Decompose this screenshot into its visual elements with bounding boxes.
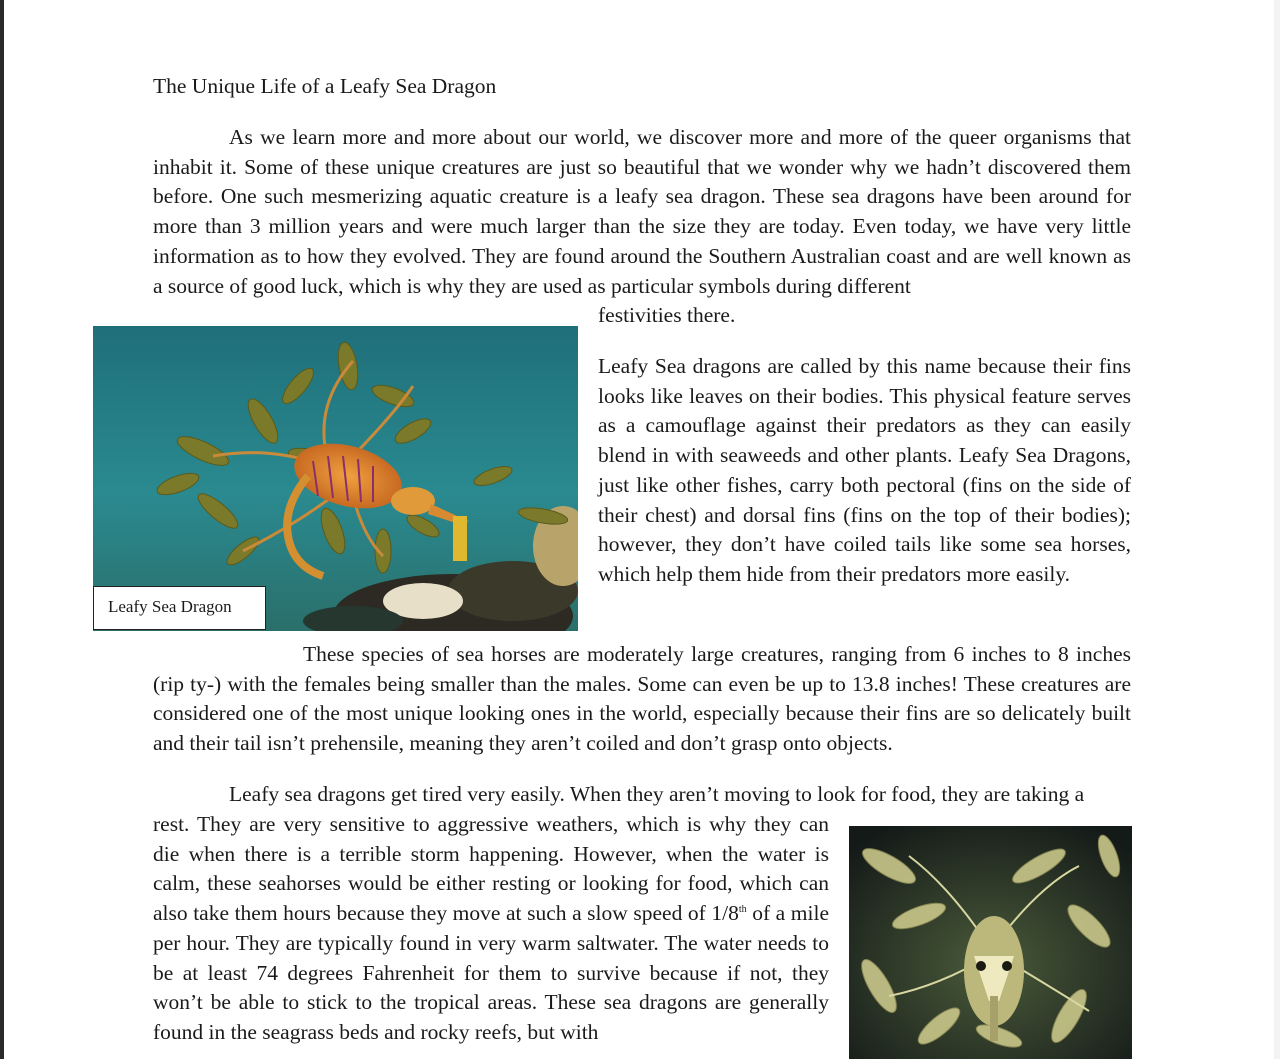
paragraph-intro-end: festivities there. <box>598 303 736 327</box>
paragraph-behavior-part2: of a mile per hour. They are typically found in very warm saltwater. The water needs to be at least 74 degrees Fahrenheit for them to survive because if not, they won’t be able to stick to the tropical areas. These sea dragons are generally found in the seagrass beds and rocky reefs, but with <box>153 901 829 1044</box>
leafy-sea-dragon-closeup-photo <box>849 826 1132 1059</box>
window-left-edge <box>0 0 4 1059</box>
paragraph-behavior-part1: rest. They are very sensitive to aggressive weathers, which is why they can die when there is a terrible storm happening. However, when the water is calm, these seahorses would be either resting or looking for food, which can also take them hours because they move at such a slow speed of 1/8 <box>153 812 829 926</box>
document-title: The Unique Life of a Leafy Sea Dragon <box>153 74 497 98</box>
window-right-edge <box>1274 0 1280 1059</box>
ordinal-superscript: th <box>738 904 747 916</box>
image-caption: Leafy Sea Dragon <box>93 586 266 630</box>
paragraph-behavior <box>153 810 829 1048</box>
paragraph-fins: Leafy Sea dragons are called by this name because their fins looks like leaves on their bodies. This physical feature serves as a camouflage against their predators as they can easily blend in with seaweeds and other plants. Leafy Sea Dragons, just like other fishes, carry both pectoral (fins on the side of their chest) and dorsal fins (fins on the top of their bodies); however, they don’t have coiled tails like some sea horses, which help them hide from their predators more easily. <box>598 354 1131 586</box>
paragraph-size: These species of sea horses are moderately large creatures, ranging from 6 inches to 8 inches (rip ty-) with the females being smaller than the males. Some can even be up to 13.8 inches! These creatures are considered one of the most unique looking ones in the world, especially because their fins are so delicately built and their tail isn’t prehensile, meaning they aren’t coiled and don’t grasp onto objects. <box>153 642 1131 756</box>
paragraph-behavior-first-line: Leafy sea dragons get tired very easily. When they aren’t moving to look for food, they are taking a <box>229 782 1085 806</box>
paragraph-intro: As we learn more and more about our world, we discover more and more of the queer organisms that inhabit it. Some of these unique creatures are just so beautiful that we wonder why we hadn’t discovered them before. One such mesmerizing aquatic creature is a leafy sea dragon. These sea dragons have been around for more than 3 million years and were much larger than the size they are today. Even today, we have very little information as to how they evolved. They are found around the Southern Australian coast and are well known as a source of good luck, which is why they are used as particular symbols during different <box>153 125 1131 298</box>
